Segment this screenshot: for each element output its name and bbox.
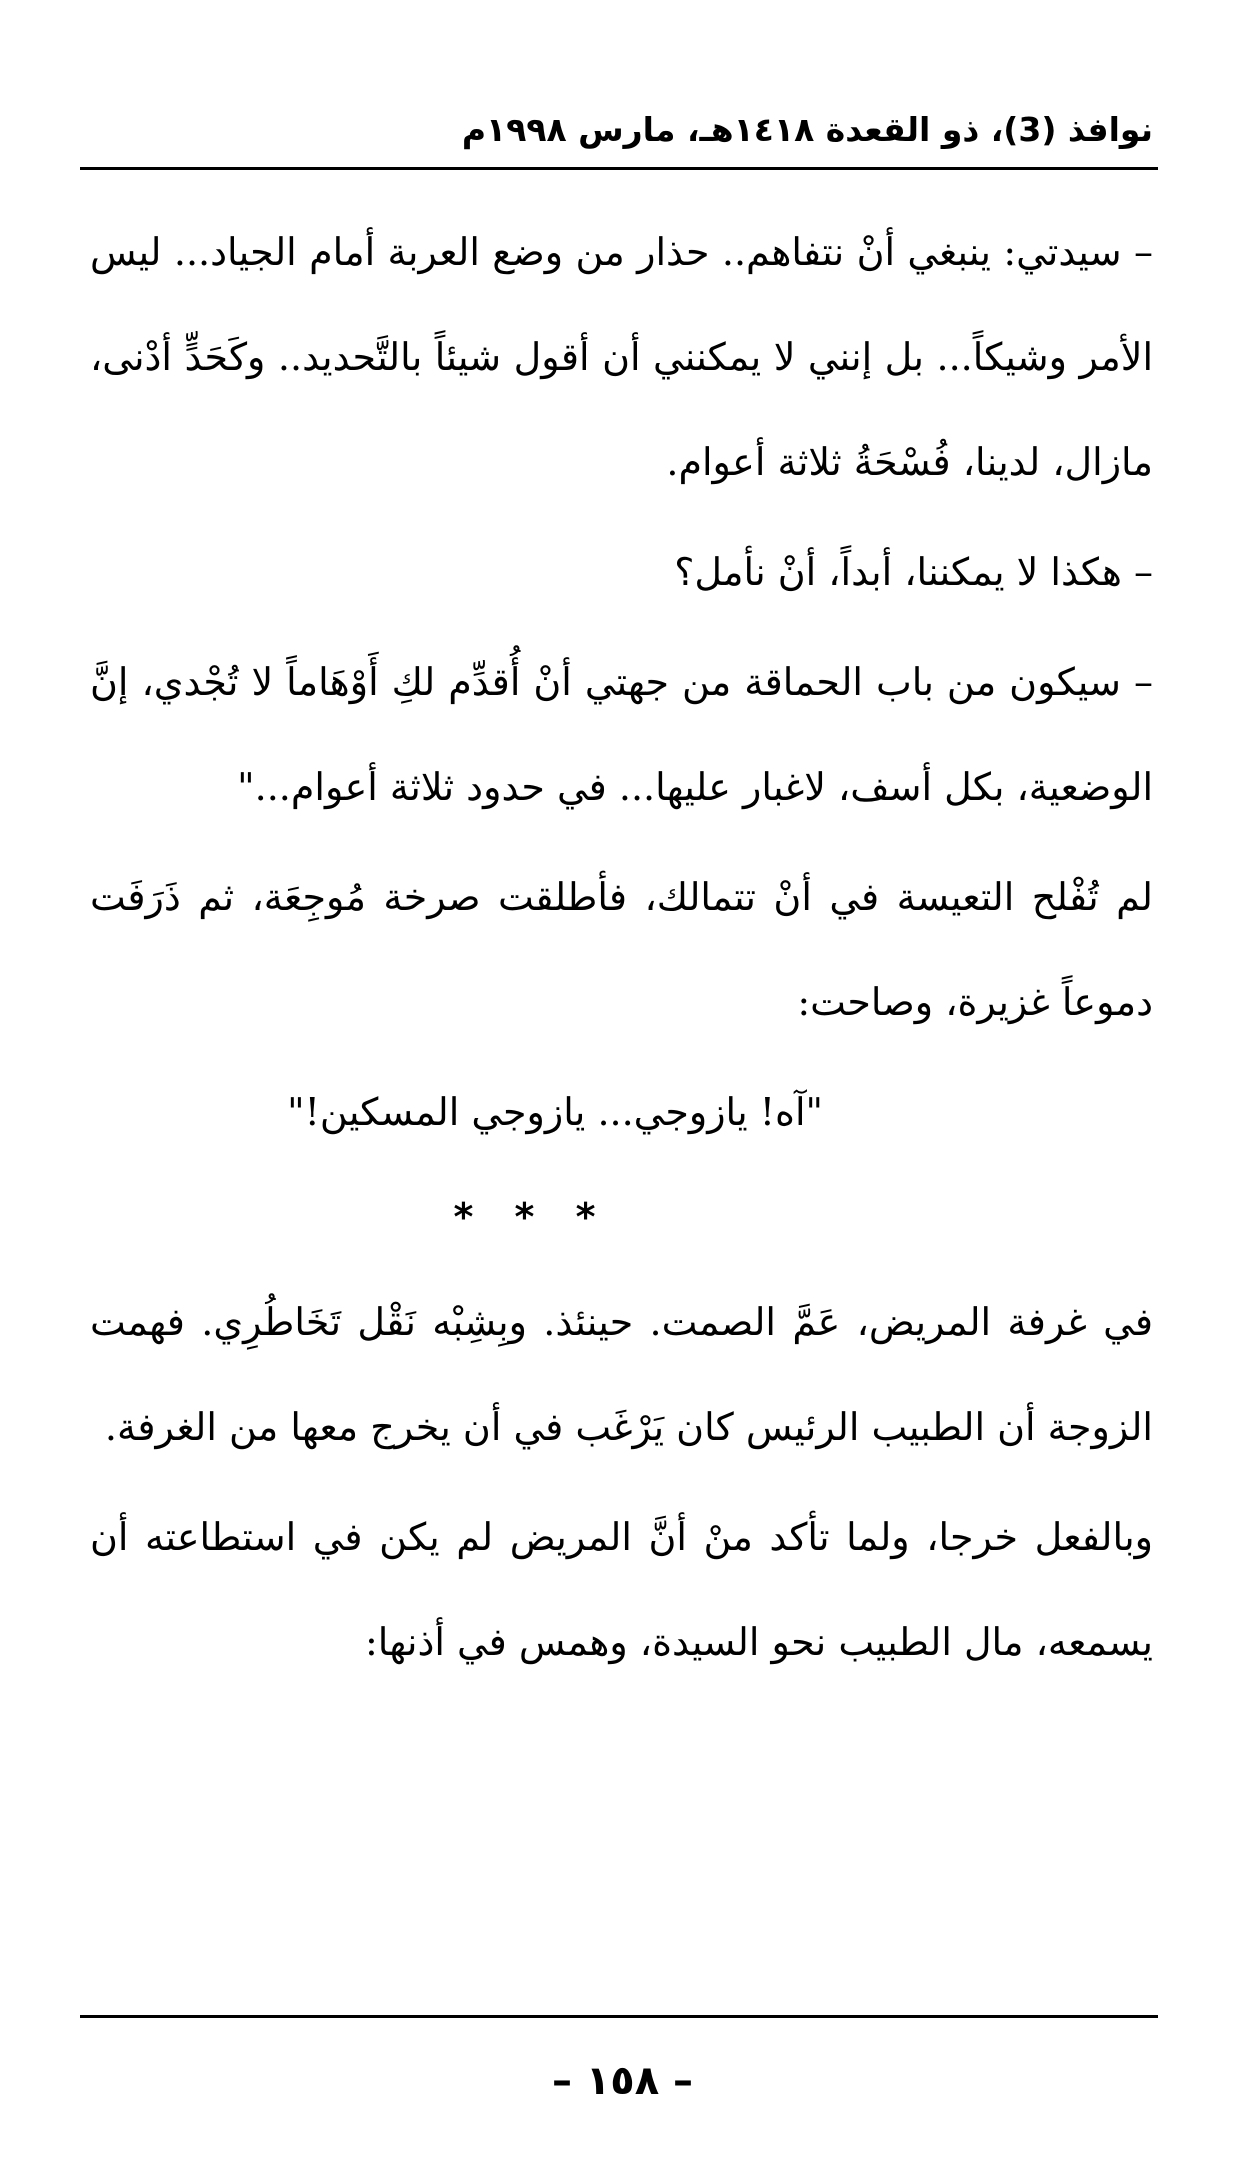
paragraph: وبالفعل خرجا، ولما تأكد منْ أنَّ المريض لم يكن في استطاعته أن يسمعه، مال الطبيب نحو السيدة، وهمس في أذنها:	[90, 1515, 1153, 1664]
paragraph: في غرفة المريض، عَمَّ الصمت. حينئذ. وبِشِبْه نَقْل تَخَاطُرِي. فهمت الزوجة أن الطبيب الرئيس كان يَرْغَب في أن يخرج معها من الغرفة.	[90, 1300, 1153, 1449]
body-text	[90, 200, 1153, 1695]
page-number: – ١٥٨ –	[551, 2058, 694, 2104]
footer-rule	[80, 2015, 1158, 2018]
quoted-line: "آه! يازوجي... يازوجي المسكين!"	[287, 1090, 823, 1134]
running-head: نوافذ (3)، ذو القعدة ١٤١٨هـ، مارس ١٩٩٨م	[461, 110, 1153, 149]
paragraph: – سيكون من باب الحماقة من جهتي أنْ أُقدِّم لكِ أَوْهَاماً لا تُجْدي، إنَّ الوضعية، بكل أسف، لاغبار عليها... في حدود ثلاثة أعوام..."	[90, 660, 1153, 809]
paragraph: – هكذا لا يمكننا، أبداً، أنْ نأمل؟	[674, 550, 1153, 594]
paragraph: – سيدتي: ينبغي أنْ نتفاهم.. حذار من وضع العربة أمام الجياد... ليس الأمر وشيكاً... بل إنني لا يمكنني أن أقول شيئاً بالتَّحديد.. وكَحَدٍّ أدْنى، مازال، لدينا، فُسْحَةُ ثلاثة أعوام.	[90, 230, 1153, 484]
header-rule	[80, 167, 1158, 170]
paragraph: لم تُفْلح التعيسة في أنْ تتمالك، فأطلقت صرخة مُوجِعَة، ثم ذَرَفَت دموعاً غزيرة، وصاحت:	[90, 875, 1153, 1024]
section-separator: * * *	[453, 1195, 610, 1239]
